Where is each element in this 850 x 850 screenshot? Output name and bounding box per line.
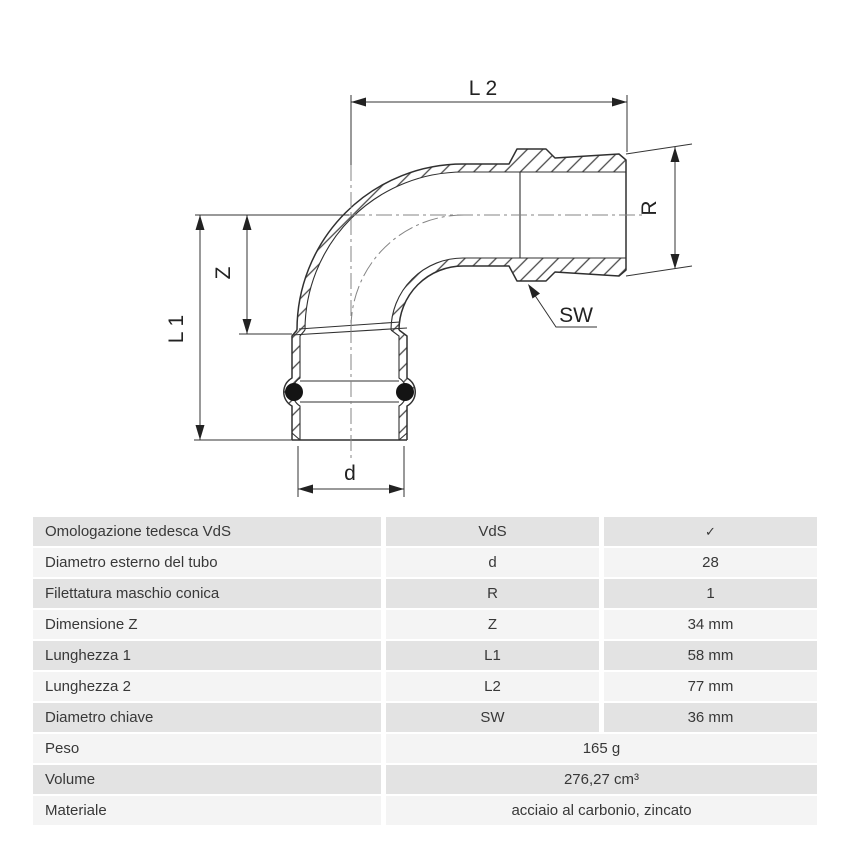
spec-value: 34 mm [604,610,817,639]
z-arrow-bottom [243,319,252,334]
dim-label-sw: SW [559,304,593,327]
table-row [33,641,817,670]
spec-value: 58 mm [604,641,817,670]
table-row [33,796,817,825]
spec-symbol: Z [386,610,599,639]
o-ring-right [396,383,414,401]
spec-label: Omologazione tedesca VdS [33,517,381,546]
dim-label-l2: L 2 [468,77,498,100]
outer-bend-wall-hatch [297,149,626,330]
spec-label: Materiale [33,796,381,825]
o-ring-seals [285,383,414,401]
spec-label: Filettatura maschio conica [33,579,381,608]
spec-label: Volume [33,765,381,794]
spec-symbol: d [386,548,599,577]
table-row [33,765,817,794]
spec-symbol: VdS [386,517,599,546]
spec-label: Dimensione Z [33,610,381,639]
z-arrow-top [243,215,252,230]
r-ext-slant-top [626,144,692,154]
sw-arrow [528,284,540,299]
socket-shoulder-line-lower [292,328,407,335]
spec-symbol: L1 [386,641,599,670]
spec-value: 36 mm [604,703,817,732]
spec-label: Lunghezza 1 [33,641,381,670]
table-row [33,610,817,639]
fitting-outer-profile [297,149,626,330]
fitting-outline [284,149,626,440]
spec-label: Diametro esterno del tubo [33,548,381,577]
table-row [33,579,817,608]
dim-label-l1: L 1 [165,314,188,344]
spec-value: 276,27 cm³ [386,765,817,794]
table-row [33,672,817,701]
table-row [33,734,817,763]
spec-value: 1 [604,579,817,608]
spec-value: acciaio al carbonio, zincato [386,796,817,825]
l2-arrow-left [351,98,366,107]
l2-arrow-right [612,98,627,107]
spec-label: Lunghezza 2 [33,672,381,701]
r-ext-slant-bottom [626,266,692,276]
spec-value: 77 mm [604,672,817,701]
d-arrow-left [298,485,313,494]
spec-value-checkmark: ✓ [604,517,817,546]
r-arrow-bottom [671,254,680,269]
o-ring-left [285,383,303,401]
specification-table [33,517,817,825]
socket-shoulder-line-upper [299,322,400,329]
spec-symbol: R [386,579,599,608]
dim-label-r: R [638,200,661,216]
l1-arrow-top [196,215,205,230]
table-row [33,703,817,732]
spec-symbol: SW [386,703,599,732]
bend-center-line [351,215,464,328]
dim-label-z: Z [212,266,235,280]
spec-label: Peso [33,734,381,763]
spec-value: 165 g [386,734,817,763]
d-arrow-right [389,485,404,494]
l1-arrow-bottom [196,425,205,440]
table-row [33,517,817,546]
spec-value: 28 [604,548,817,577]
table-row [33,548,817,577]
spec-label: Diametro chiave [33,703,381,732]
fitting-section-hatching [284,149,626,440]
spec-symbol: L2 [386,672,599,701]
dim-label-d: d [344,462,356,485]
r-arrow-top [671,147,680,162]
